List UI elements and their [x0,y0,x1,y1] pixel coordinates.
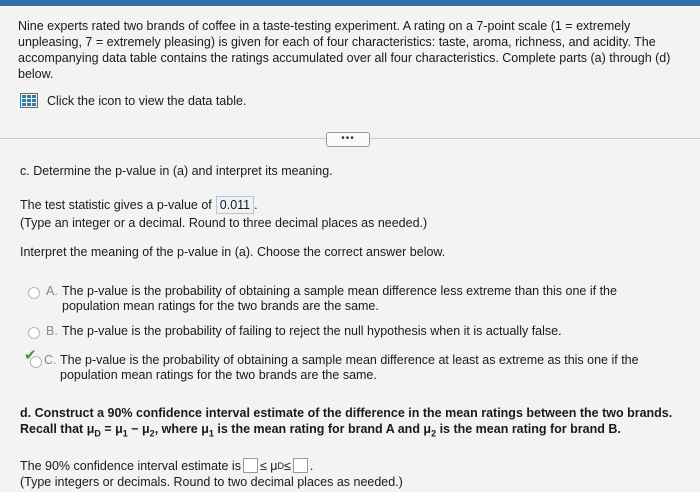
checkmark-icon: ✔ [24,347,37,364]
part-d-title: d. Construct a 90% confidence interval estimate of the difference in the mean ratings between the two brands. Recall that $\mu_D = \mu_1 - \mu_2$, where $\mu_1$ is the mean rating for brand A and $\mu_2$ is the mean rating for brand B. [20,406,673,439]
option-c-text[interactable]: The p-value is the probability of obtaining a sample mean difference at least as extreme as this one if the population mean ratings for the two brands are the same. [60,353,639,382]
part-d-title-prefix: d. Construct a 90% confidence interval estimate of the difference in the mean ratings between the two brands. Recall that [20,406,673,436]
ci-lower-input[interactable] [243,458,258,473]
option-c[interactable] [24,347,660,383]
option-a-letter: A. [46,284,58,298]
ci-prefix: The 90% confidence interval estimate is [20,458,241,473]
option-b-text[interactable]: The p-value is the probability of failing to reject the null hypothesis when it is actually false. [62,324,562,338]
radio-c-selected[interactable] [24,347,42,367]
option-a[interactable] [28,284,662,314]
option-a-text[interactable]: The p-value is the probability of obtaining a sample mean difference less extreme than this one if the population mean ratings for the two brands are the same. [62,284,617,313]
p-value-answer[interactable]: 0.011 [216,196,254,214]
expand-button[interactable]: ••• [326,132,370,147]
p-value-line [20,196,258,214]
option-b[interactable] [28,324,662,339]
radio-a[interactable] [28,287,40,299]
p-value-hint: (Type an integer or a decimal. Round to three decimal places as needed.) [20,216,428,230]
table-grid-icon[interactable] [20,93,38,108]
option-b-letter: B. [46,324,58,338]
ci-line: The 90% confidence interval estimate is ≤ μ D ≤ . [20,458,314,473]
problem-intro: Nine experts rated two brands of coffee in a taste-testing experiment. A rating on a 7-point scale (1 = extremely unpleasing, 7 = extremely pleasing) is given for each of four characteristics: taste, aroma, richness, and acidity. The accompanying data table contains the ratings accumulated over all four characteristics. Complete parts (a) through (d) below. [18,19,671,81]
radio-b[interactable] [28,327,40,339]
option-c-letter: C. [44,353,57,367]
part-c-title: c. Determine the p-value in (a) and interpret its meaning. [20,164,333,178]
interpret-question: Interpret the meaning of the p-value in (a). Choose the correct answer below. [20,245,446,259]
question-page [0,6,700,492]
p-value-suffix: . [254,198,258,212]
data-table-link[interactable] [20,93,246,108]
ci-upper-input[interactable] [293,458,308,473]
ci-hint: (Type integers or decimals. Round to two decimal places as needed.) [20,475,403,489]
p-value-prefix: The test statistic gives a p-value of [20,198,212,212]
data-table-link-label[interactable]: Click the icon to view the data table. [47,93,247,108]
